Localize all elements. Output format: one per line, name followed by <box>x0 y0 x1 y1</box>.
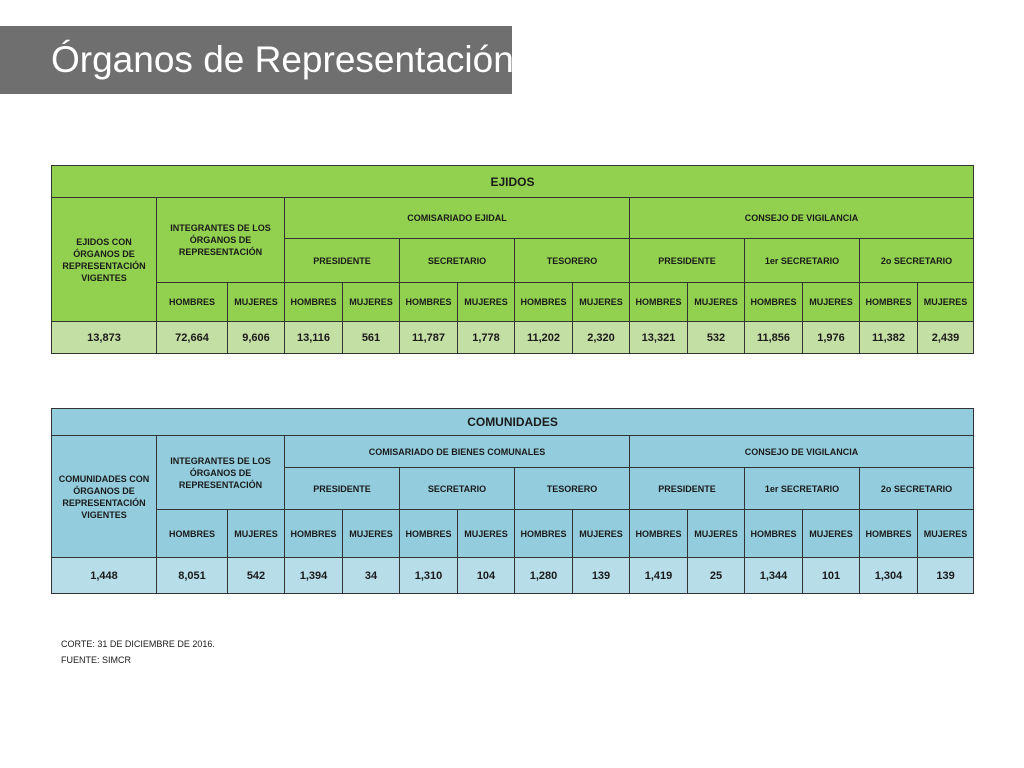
ejidos-data-cell: 2,439 <box>918 322 974 354</box>
ejidos-comisariado-header: COMISARIADO EJIDAL <box>285 198 630 239</box>
ejidos-gender-header: MUJERES <box>573 283 630 322</box>
ejidos-data-cell: 561 <box>343 322 400 354</box>
comunidades-gender-header: HOMBRES <box>400 510 458 558</box>
comunidades-gender-header: MUJERES <box>458 510 515 558</box>
comunidades-data-cell: 1,304 <box>860 558 918 594</box>
ejidos-gender-header: HOMBRES <box>630 283 688 322</box>
comunidades-role-header: PRESIDENTE <box>285 468 400 510</box>
ejidos-role-header: SECRETARIO <box>400 239 515 283</box>
comunidades-gender-header: MUJERES <box>573 510 630 558</box>
cutoff-date-note: CORTE: 31 DE DICIEMBRE DE 2016. <box>61 639 215 649</box>
comunidades-role-header: 1er SECRETARIO <box>745 468 860 510</box>
ejidos-data-cell: 11,202 <box>515 322 573 354</box>
comunidades-gender-header: HOMBRES <box>515 510 573 558</box>
ejidos-data-cell: 11,856 <box>745 322 803 354</box>
comunidades-gender-header: MUJERES <box>918 510 974 558</box>
ejidos-role-header: PRESIDENTE <box>630 239 745 283</box>
ejidos-gender-header: HOMBRES <box>745 283 803 322</box>
ejidos-role-header: 2o SECRETARIO <box>860 239 974 283</box>
source-note: FUENTE: SIMCR <box>61 655 132 665</box>
comunidades-gender-header: HOMBRES <box>630 510 688 558</box>
comunidades-table <box>51 408 974 594</box>
comunidades-data-cell: 139 <box>573 558 630 594</box>
comunidades-data-cell: 25 <box>688 558 745 594</box>
ejidos-data-cell: 2,320 <box>573 322 630 354</box>
ejidos-data-cell: 11,787 <box>400 322 458 354</box>
ejidos-integrantes-header: INTEGRANTES DE LOS ÓRGANOS DE REPRESENTACIÓN <box>157 198 285 283</box>
ejidos-data-cell: 11,382 <box>860 322 918 354</box>
comunidades-data-cell: 1,419 <box>630 558 688 594</box>
ejidos-gender-header: MUJERES <box>458 283 515 322</box>
ejidos-data-cell: 1,976 <box>803 322 860 354</box>
ejidos-gender-header: HOMBRES <box>860 283 918 322</box>
comunidades-data-cell: 8,051 <box>157 558 228 594</box>
comunidades-role-header: 2o SECRETARIO <box>860 468 974 510</box>
ejidos-data-cell: 72,664 <box>157 322 228 354</box>
ejidos-data-cell: 13,116 <box>285 322 343 354</box>
comunidades-table-title: COMUNIDADES <box>52 409 974 436</box>
ejidos-table <box>51 165 974 354</box>
comunidades-consejo-header: CONSEJO DE VIGILANCIA <box>630 436 974 468</box>
comunidades-gender-header: HOMBRES <box>860 510 918 558</box>
comunidades-data-cell: 1,394 <box>285 558 343 594</box>
comunidades-data-cell: 542 <box>228 558 285 594</box>
ejidos-gender-header: MUJERES <box>688 283 745 322</box>
comunidades-data-cell: 1,310 <box>400 558 458 594</box>
ejidos-consejo-header: CONSEJO DE VIGILANCIA <box>630 198 974 239</box>
ejidos-data-cell: 13,873 <box>52 322 157 354</box>
page-title: Órganos de Representación <box>51 39 514 80</box>
comunidades-comisariado-header: COMISARIADO DE BIENES COMUNALES <box>285 436 630 468</box>
comunidades-gender-header: HOMBRES <box>157 510 228 558</box>
ejidos-data-cell: 1,778 <box>458 322 515 354</box>
ejidos-data-cell: 9,606 <box>228 322 285 354</box>
ejidos-lead-column-header: EJIDOS CON ÓRGANOS DE REPRESENTACIÓN VIGENTES <box>52 198 157 322</box>
ejidos-gender-header: MUJERES <box>343 283 400 322</box>
ejidos-gender-header: HOMBRES <box>400 283 458 322</box>
ejidos-gender-header: MUJERES <box>803 283 860 322</box>
ejidos-gender-header: MUJERES <box>918 283 974 322</box>
ejidos-role-header: PRESIDENTE <box>285 239 400 283</box>
comunidades-gender-header: MUJERES <box>228 510 285 558</box>
comunidades-role-header: PRESIDENTE <box>630 468 745 510</box>
ejidos-data-cell: 13,321 <box>630 322 688 354</box>
ejidos-role-header: 1er SECRETARIO <box>745 239 860 283</box>
comunidades-lead-column-header: COMUNIDADES CON ÓRGANOS DE REPRESENTACIÓN VIGENTES <box>52 436 157 558</box>
ejidos-gender-header: HOMBRES <box>285 283 343 322</box>
comunidades-data-cell: 101 <box>803 558 860 594</box>
comunidades-data-cell: 34 <box>343 558 400 594</box>
comunidades-gender-header: HOMBRES <box>745 510 803 558</box>
ejidos-role-header: TESORERO <box>515 239 630 283</box>
comunidades-data-cell: 1,280 <box>515 558 573 594</box>
ejidos-gender-header: HOMBRES <box>515 283 573 322</box>
comunidades-role-header: TESORERO <box>515 468 630 510</box>
comunidades-gender-header: MUJERES <box>803 510 860 558</box>
ejidos-data-cell: 532 <box>688 322 745 354</box>
comunidades-gender-header: MUJERES <box>688 510 745 558</box>
comunidades-data-cell: 104 <box>458 558 515 594</box>
ejidos-gender-header: HOMBRES <box>157 283 228 322</box>
comunidades-integrantes-header: INTEGRANTES DE LOS ÓRGANOS DE REPRESENTACIÓN <box>157 436 285 510</box>
ejidos-data-row <box>52 322 974 354</box>
comunidades-data-cell: 1,344 <box>745 558 803 594</box>
ejidos-table-title: EJIDOS <box>52 166 974 198</box>
comunidades-gender-header: HOMBRES <box>285 510 343 558</box>
comunidades-data-cell: 1,448 <box>52 558 157 594</box>
ejidos-gender-header: MUJERES <box>228 283 285 322</box>
comunidades-data-row <box>52 558 974 594</box>
footnotes <box>61 636 215 668</box>
comunidades-data-cell: 139 <box>918 558 974 594</box>
comunidades-gender-header: MUJERES <box>343 510 400 558</box>
comunidades-role-header: SECRETARIO <box>400 468 515 510</box>
